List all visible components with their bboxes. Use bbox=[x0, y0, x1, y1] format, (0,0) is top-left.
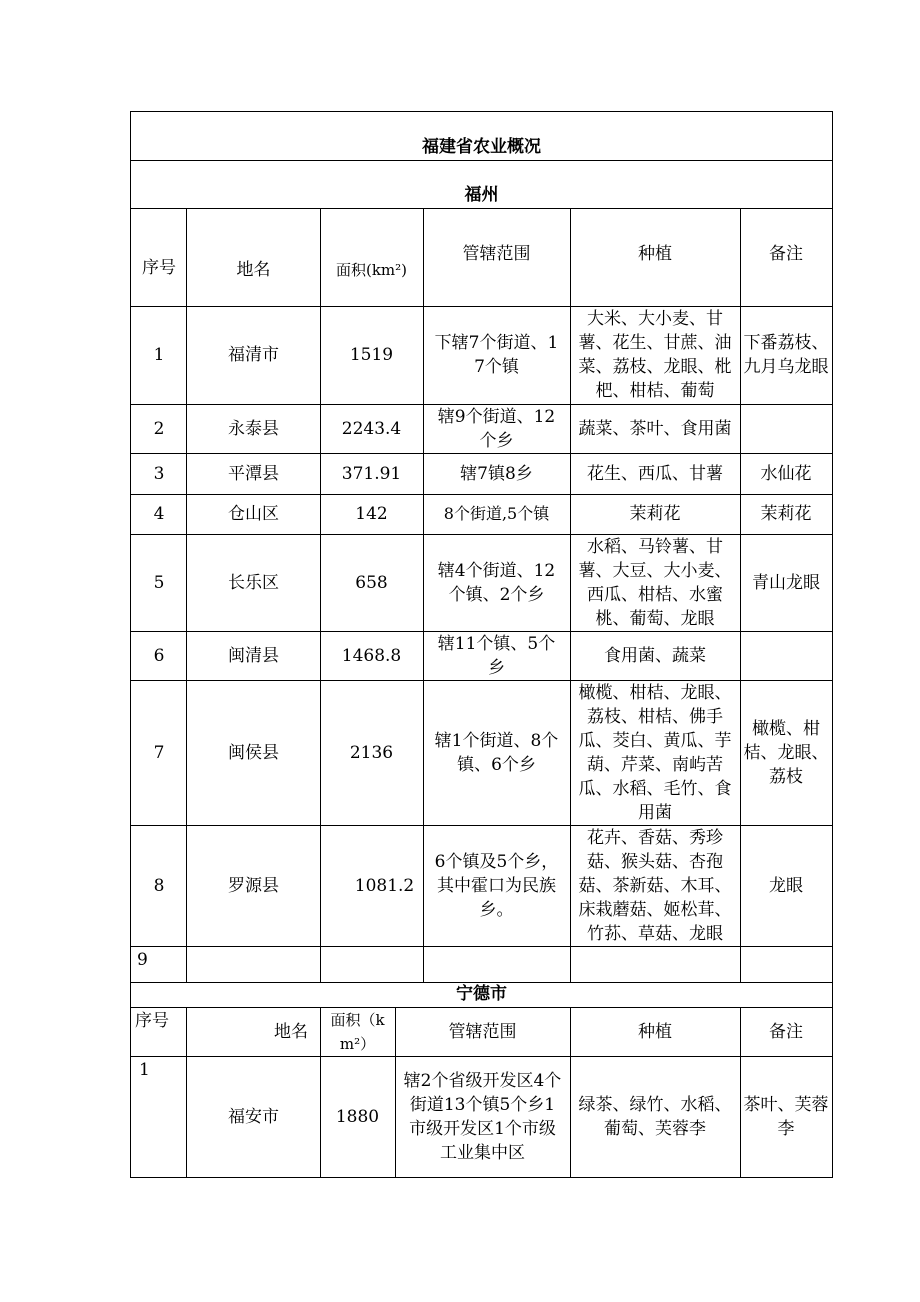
row-notes bbox=[740, 631, 832, 680]
row-jurisdiction bbox=[423, 946, 570, 982]
row-crops: 花卉、香菇、秀珍菇、猴头菇、杏孢菇、茶新菇、木耳、床栽蘑菇、姬松茸、竹荪、草菇、龙眼 bbox=[578, 827, 732, 944]
col-divider bbox=[423, 208, 424, 982]
row-no: 6 bbox=[153, 645, 165, 666]
row-crops: 水稻、马铃薯、甘薯、大豆、大小麦、西瓜、柑桔、水蜜桃、葡萄、龙眼 bbox=[578, 536, 732, 629]
row-jurisdiction: 辖4个街道、12个镇、2个乡 bbox=[437, 560, 556, 605]
page-title: 福建省农业概况 bbox=[422, 137, 541, 157]
row-divider bbox=[130, 680, 833, 681]
row-area: 1081.2 bbox=[354, 875, 415, 896]
header-crops: 种植 bbox=[638, 244, 672, 264]
row-area: 2243.4 bbox=[341, 418, 402, 439]
row-divider bbox=[130, 453, 833, 454]
row-crops: 花生、西瓜、甘薯 bbox=[587, 463, 723, 484]
row-name: 闽侯县 bbox=[228, 742, 279, 763]
row-area: 1880 bbox=[335, 1106, 380, 1127]
col-divider bbox=[320, 208, 321, 982]
col-divider bbox=[186, 208, 187, 982]
table-border-left bbox=[130, 111, 131, 1178]
row-crops: 大米、大小麦、甘薯、花生、甘蔗、油菜、荔枝、龙眼、枇杷、柑桔、葡萄 bbox=[578, 309, 732, 401]
header-area: 面积(km²) bbox=[335, 261, 408, 279]
row-crops: 茉莉花 bbox=[629, 504, 681, 524]
row-divider bbox=[130, 160, 833, 161]
row-no: 1 bbox=[139, 1060, 150, 1080]
header-notes: 备注 bbox=[769, 1021, 803, 1042]
row-notes bbox=[740, 404, 832, 453]
row-divider bbox=[130, 825, 833, 826]
row-divider bbox=[130, 494, 833, 495]
col-divider bbox=[740, 1007, 741, 1177]
row-notes: 龙眼 bbox=[769, 875, 803, 896]
row-name bbox=[187, 946, 320, 982]
row-divider bbox=[130, 631, 833, 632]
header-crops: 种植 bbox=[638, 1021, 672, 1042]
row-notes: 茉莉花 bbox=[760, 504, 812, 524]
row-name: 仓山区 bbox=[228, 504, 279, 524]
row-jurisdiction: 辖1个街道、8个镇、6个乡 bbox=[434, 730, 559, 775]
row-jurisdiction: 辖7镇8乡 bbox=[460, 463, 533, 484]
col-divider bbox=[320, 1007, 321, 1177]
row-no: 3 bbox=[153, 463, 165, 484]
row-area: 2136 bbox=[349, 742, 394, 763]
row-crops bbox=[570, 946, 740, 982]
row-jurisdiction: 辖9个街道、12个乡 bbox=[437, 406, 556, 451]
table-border-top bbox=[130, 111, 833, 112]
row-no: 8 bbox=[153, 875, 165, 896]
row-no: 1 bbox=[153, 345, 165, 365]
row-no: 7 bbox=[153, 742, 165, 763]
row-crops: 食用菌、蔬菜 bbox=[604, 645, 706, 666]
col-divider bbox=[570, 1007, 571, 1177]
row-divider bbox=[130, 208, 833, 209]
row-divider bbox=[130, 1056, 833, 1057]
row-divider bbox=[130, 306, 833, 307]
row-jurisdiction: 下辖7个街道、17个镇 bbox=[434, 333, 559, 377]
row-notes: 下番荔枝、九月乌龙眼 bbox=[743, 333, 829, 377]
row-area bbox=[320, 946, 423, 982]
row-notes: 青山龙眼 bbox=[752, 572, 820, 593]
col-divider bbox=[740, 208, 741, 982]
header-name: 地名 bbox=[274, 1021, 308, 1042]
row-no: 2 bbox=[153, 418, 165, 439]
header-jurisdiction: 管辖范围 bbox=[448, 1021, 517, 1042]
row-name: 平潭县 bbox=[228, 463, 279, 484]
row-crops: 蔬菜、茶叶、食用菌 bbox=[578, 418, 732, 439]
row-jurisdiction: 6个镇及5个乡，其中霍口为民族乡。 bbox=[434, 851, 559, 920]
header-notes: 备注 bbox=[769, 244, 803, 264]
table-border-bottom bbox=[130, 1177, 833, 1178]
header-jurisdiction: 管辖范围 bbox=[462, 244, 531, 264]
row-name: 闽清县 bbox=[228, 645, 279, 666]
row-no: 5 bbox=[153, 572, 165, 593]
header-area: 面积（km²） bbox=[330, 1010, 385, 1053]
row-jurisdiction: 辖2个省级开发区4个街道13个镇5个乡1市级开发区1个市级工业集中区 bbox=[403, 1070, 562, 1163]
row-notes: 茶叶、芙蓉李 bbox=[743, 1094, 829, 1139]
section-title-ningde: 宁德市 bbox=[456, 984, 507, 1004]
row-notes: 水仙花 bbox=[760, 463, 812, 484]
row-name: 长乐区 bbox=[228, 572, 279, 593]
row-jurisdiction: 8个街道,5个镇 bbox=[443, 504, 550, 523]
row-area: 1519 bbox=[349, 345, 394, 365]
col-divider bbox=[395, 1007, 396, 1177]
row-divider bbox=[130, 534, 833, 535]
row-area: 1468.8 bbox=[341, 645, 402, 666]
header-no: 序号 bbox=[135, 1011, 169, 1031]
row-name: 福安市 bbox=[228, 1106, 279, 1127]
row-crops: 绿茶、绿竹、水稻、葡萄、芙蓉李 bbox=[578, 1094, 732, 1139]
row-area: 371.91 bbox=[341, 463, 402, 484]
col-divider bbox=[186, 1007, 187, 1177]
row-divider bbox=[130, 946, 833, 947]
row-divider bbox=[130, 1007, 833, 1008]
row-name: 福清市 bbox=[228, 345, 279, 365]
row-no: 9 bbox=[137, 950, 148, 970]
row-divider bbox=[130, 404, 833, 405]
row-no: 4 bbox=[153, 504, 165, 524]
row-name: 永泰县 bbox=[228, 418, 279, 439]
table-border-right bbox=[832, 111, 833, 1178]
row-notes: 橄榄、柑桔、龙眼、荔枝 bbox=[743, 718, 829, 787]
header-no: 序号 bbox=[142, 258, 176, 278]
row-area: 142 bbox=[355, 504, 388, 524]
row-name: 罗源县 bbox=[228, 875, 279, 896]
row-notes bbox=[740, 946, 832, 982]
col-divider bbox=[570, 208, 571, 982]
row-divider bbox=[130, 982, 833, 983]
header-name: 地名 bbox=[236, 260, 271, 280]
row-jurisdiction: 辖11个镇、5个乡 bbox=[437, 633, 556, 678]
row-crops: 橄榄、柑桔、龙眼、荔枝、柑桔、佛手瓜、茭白、黄瓜、芋葫、芹菜、南屿苦瓜、水稻、毛竹、食用菌 bbox=[578, 682, 732, 823]
section-title-fuzhou: 福州 bbox=[464, 185, 499, 205]
row-area: 658 bbox=[355, 572, 388, 593]
